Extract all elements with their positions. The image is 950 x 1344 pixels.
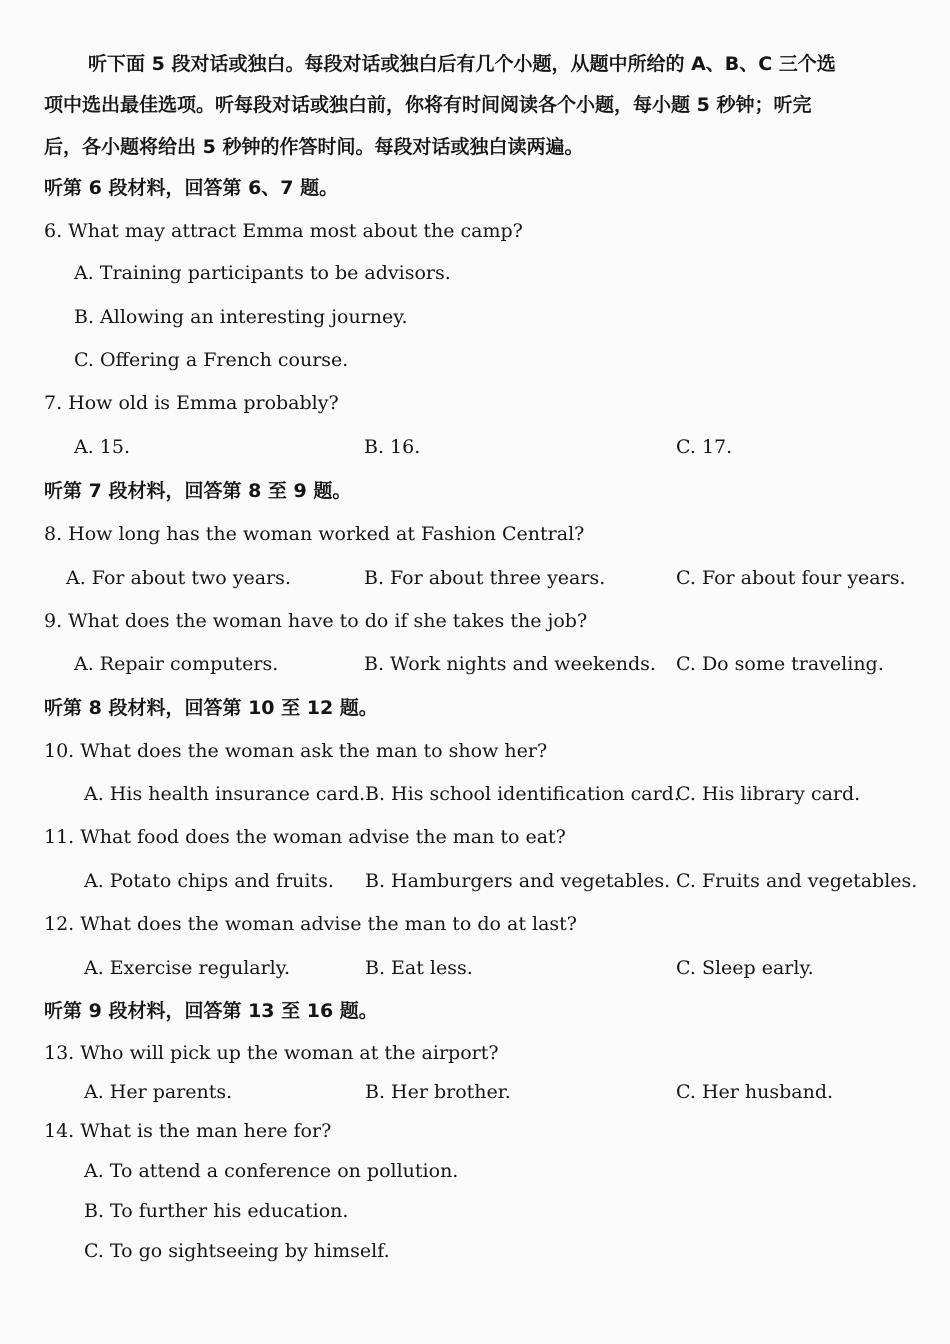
question-stem: 12. What does the woman advise the man to do at last?: [44, 913, 577, 935]
option-a: A. 15.: [74, 436, 131, 458]
option-a: A. His health insurance card.: [84, 783, 366, 805]
option-a: A. Her parents.: [84, 1081, 233, 1103]
question-stem: 14. What is the man here for?: [44, 1120, 332, 1142]
option-c: C. Fruits and vegetables.: [676, 870, 918, 892]
intro-line-1: 听下面 5 段对话或独白。每段对话或独白后有几个小题，从题中所给的 A、B、C 三个选: [88, 53, 836, 75]
option-c: C. For about four years.: [676, 567, 906, 589]
question-stem: 10. What does the woman ask the man to show her?: [44, 740, 548, 762]
section-header: 听第 6 段材料，回答第 6、7 题。: [44, 177, 339, 199]
question-stem: 9. What does the woman have to do if she takes the job?: [44, 610, 588, 632]
option-b: B. Hamburgers and vegetables.: [365, 870, 671, 892]
option-c: C. Sleep early.: [676, 957, 814, 979]
question-stem: 7. How old is Emma probably?: [44, 392, 339, 414]
option-a: A. Potato chips and fruits.: [84, 870, 334, 892]
option-c: C. Do some traveling.: [676, 653, 884, 675]
option-c: C. To go sightseeing by himself.: [84, 1240, 390, 1262]
option-a: A. Exercise regularly.: [84, 957, 291, 979]
question-stem: 8. How long has the woman worked at Fashion Central?: [44, 523, 585, 545]
option-b: B. Her brother.: [365, 1081, 511, 1103]
option-c: C. Offering a French course.: [74, 349, 349, 371]
option-c: C. His library card.: [676, 783, 861, 805]
option-c: C. Her husband.: [676, 1081, 834, 1103]
option-b: B. Work nights and weekends.: [364, 653, 656, 675]
question-stem: 11. What food does the woman advise the man to eat?: [44, 826, 566, 848]
question-stem: 13. Who will pick up the woman at the airport?: [44, 1042, 499, 1064]
option-b: B. 16.: [364, 436, 421, 458]
option-a: A. To attend a conference on pollution.: [84, 1160, 459, 1182]
intro-line-2: 项中选出最佳选项。听每段对话或独白前，你将有时间阅读各个小题，每小题 5 秒钟；听完: [44, 94, 812, 116]
question-stem: 6. What may attract Emma most about the camp?: [44, 220, 523, 242]
option-b: B. Allowing an interesting journey.: [74, 306, 408, 328]
section-header: 听第 8 段材料，回答第 10 至 12 题。: [44, 697, 378, 719]
option-c: C. 17.: [676, 436, 733, 458]
section-header: 听第 7 段材料，回答第 8 至 9 题。: [44, 480, 352, 502]
option-b: B. His school identification card.: [365, 783, 680, 805]
option-b: B. For about three years.: [364, 567, 606, 589]
option-a: A. Repair computers.: [74, 653, 279, 675]
section-header: 听第 9 段材料，回答第 13 至 16 题。: [44, 1000, 378, 1022]
option-a: A. Training participants to be advisors.: [74, 262, 451, 284]
option-b: B. To further his education.: [84, 1200, 349, 1222]
option-a: A. For about two years.: [66, 567, 291, 589]
intro-line-3: 后，各小题将给出 5 秒钟的作答时间。每段对话或独白读两遍。: [44, 136, 584, 158]
option-b: B. Eat less.: [365, 957, 473, 979]
